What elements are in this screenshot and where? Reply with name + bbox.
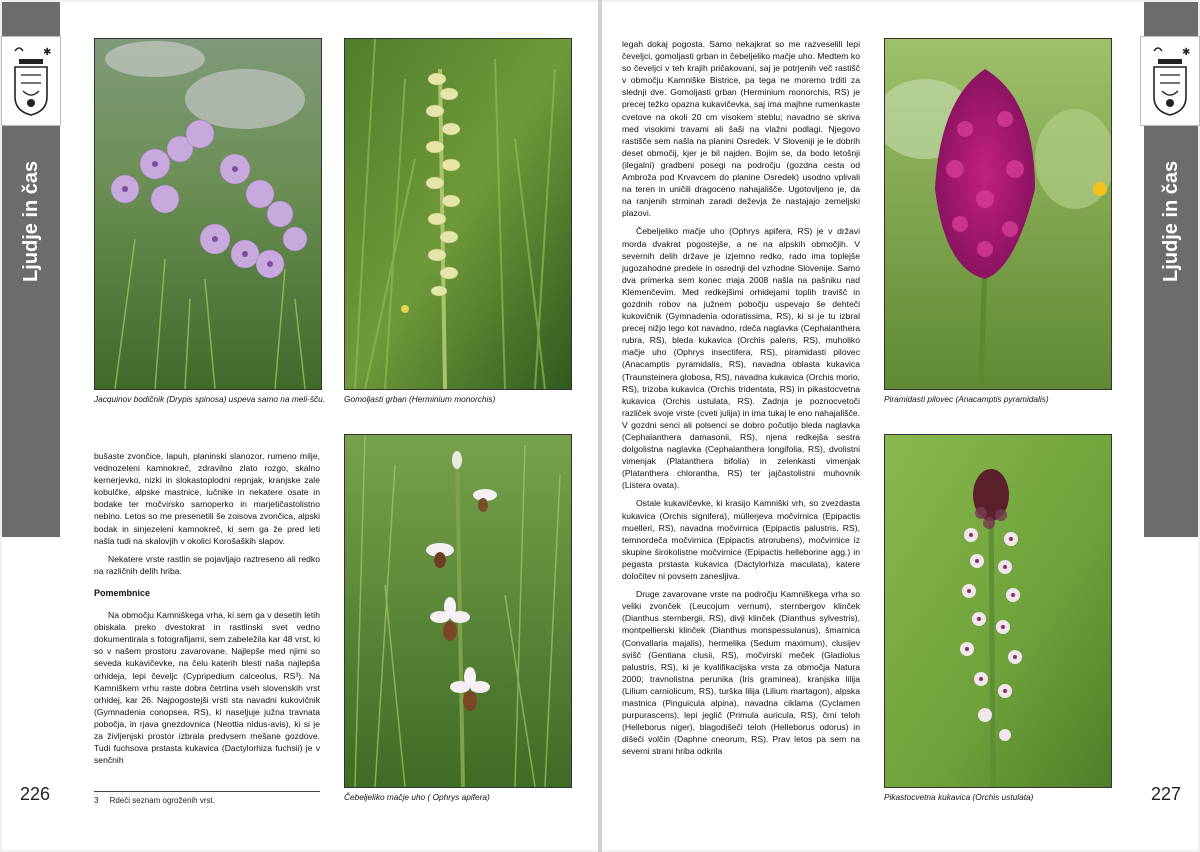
caption-anacamptis: Piramidasti pilovec (Anacamptis pyramidalis) — [884, 394, 1049, 404]
left-paragraph-1: bušaste zvončice, lapuh, planinski slanozor, rumeno milje, vednozeleni kamnokreč, zdravilno zlato rozgo, skalno kernerjevko, nizki in slokastoplodni repnjak, kranjske zale kobulčke, alpske mastnice, lučnike in nekatere osate in bodake ter močvirsko samoperko in marjetičastolistno nebino. Letos so me presenetili še zoisova zvončica, alpski bodak in sinjezeleni kamnokreč, ki sem ga že pred leti našla tudi na skalovjih v okolici Korošaških slapov. — [94, 451, 320, 546]
section-heading-pomembnice: Pomembnice — [94, 587, 151, 598]
footnote-rule — [94, 791, 320, 792]
right-paragraph-1: legah dokaj pogosta. Samo nekajkrat so me razveselili lepi čeveljci, gomoljasti grban in čebeljeliko mačje uho. Medtem ko so čeveljci v teh krajih pričakovani, saj je potrjenih več rastišč v območju Kamniške Bistrice, pa tega ne moremo trditi za slednji dve. Gomoljasti grban (Herminium monorchis, RS) je precej težko opazna kukavičevka, saj ima majhne rumenkaste cvetove na okoli 20 cm visokem steblu; navadno se skriva med visokimi travami ali šaši na vlažni podlagi. Njegovo rastišče sem našla na planini Osredek. V Sloveniji je le dobrih deset območij, kjer je bil najden. Bojim se, da bodo letošnji (ilegalni) gradbeni posegi na področju (gozdna cesta od Ambroža pod Krvavcem do planine Osredek) usodno vplivali na teren in uničili dragoceno nahajališče. Ugotovljeno je, da na ranjenih strminah zaradi deževja že nastajajo zemeljski plazovi. — [622, 39, 860, 219]
right-page-number: 227 — [1151, 784, 1182, 804]
caption-herminium: Gomoljasti grban (Herminium monorchis) — [344, 394, 496, 404]
svg-text:✱: ✱ — [43, 47, 52, 58]
svg-text:✱: ✱ — [1182, 47, 1191, 58]
footnote — [94, 796, 320, 805]
right-text-column — [622, 38, 860, 763]
right-paragraph-4: Druge zavarovane vrste na področju Kamniškega vrha so veliki zvonček (Leucojum vernum), sternbergov klinček (Dianthus sternbergii, RS), divji klinček (Dianthus sylvestris), montpellierski klinček (Dianthus monspessulanus), šmarnica (Convallaria majalis), hermelika (Sedum maximum), clusijev svišč (Gentiana clusii, RS), močvirski meček (Gladiolus palustris, RS), ki je kvalifikacijska vrsta za območja Natura 2000; travnolistna perunika (Iris graminea), kranjska lilija (Lilium carniolicum, RS), turška lilija (Lilium martagon), alpska mastnica (Pinguicula alpina), navadna ciklama (Cyclamen purpurascens), lepi jeglič (Primula auricula, RS), črni teloh (Helleborus niger), blagodišeči teloh (Helleborus odorus) in dišeči volčin (Daphne cneorum, RS). Prav letos pa sem na severni strani hriba odkrila — [622, 589, 860, 757]
footnote-number: 3 — [94, 796, 99, 805]
photo-herminium-monorchis — [344, 38, 572, 390]
footnote-text: Rdeči seznam ogroženih vrst. — [109, 796, 215, 805]
right-section-label: Ljudje in čas — [1160, 160, 1182, 282]
photo-anacamptis-pyramidalis — [884, 38, 1112, 390]
left-coat-of-arms-logo — [1, 36, 61, 126]
photo-drypis-spinosa — [94, 38, 322, 390]
left-paragraph-3: Na območju Kamniškega vrha, ki sem ga v desetih letih obiskala preko dvestokrat in rastlinski svet vedno dokumentirala s fotografijami, sem zabeležila kar 48 vrst, ki so v našem prostoru zavarovane. Najlepše med njimi so seveda kukavičevke, na čelu katerih blesti naša najlepša orhideja, lepi čeveljc (Cypripedium calceolus, RS³). Na Kamniškem vrhu raste dobra četrtina vseh slovenskih vrst orhidej, kar 26. Najpogostejši vrsti sta navadni kukovičnik (Gymnadenia conopsea, RS), ki naseljuje južna travnata pobočja, in rjava gnezdovnica (Neottia nidus-avis), ki si je za življenjski prostor izbrala predvsem mešane gozdove. Tudi fuchsova prstasta kukavica (Dactylorhiza fuchsii) je v senčnih — [94, 610, 320, 766]
right-paragraph-2: Čebeljeliko mačje uho (Ophrys apifera, RS) je v državi morda dvakrat pogostejše, a ne na alpskih območjih. V severnih delih države je izjemno redko, rado ima toplejše jugozahodne predele in osrednji del vzhodne Slovenije. Samo dva primerka sem konec maja 2008 našla na pašniku nad Klemenčevim. Med redkejšimi orhidejami toplih travišč in gozdnih robov na južnem pobočju uspevajo še dehteči kukovičnik (Gymnadenia odoratissima, RS), ki si je tu izbral precej nižjo lego kot navadno, rdeča naglavka (Cephalanthera rubra, RS), bleda kukavica (Orchis palens, RS), muholiko mačje uho (Ophrys insectifera, RS), piramidasti pilovec (Anacamptis pyramidalis, RS), navadna oblasta kukavica (Traunsteinera globosa, RS), navadna kukavica (Orchis morio, RS), trizoba kukavica (Orchis tridentata, RS) in pikastocvetna kukavica (Orchis ustulata, RS). Zadnja je poznocvetoči različek svoje vrste (cveti julija) in ima tukaj le eno nahajališče. V gozdni senci ali polsenci se dobro počutijo bleda naglavka (Cephalanthera damasonii, RS), njena redkejša sestra dolgolistna naglavka (Cephalanthera longifolia, RS), dvolistni vimenjak (Platanthera bifolia) in zelenkasti vimenjak (Platanthera chlorantha, RS) ter jajčastolistni muhovnik (Listera ovata). — [622, 226, 860, 491]
left-paragraph-2: Nekatere vrste rastlin se pojavljajo raztreseno ali redko na različnih delih hriba. — [94, 553, 320, 576]
photo-ophrys-apifera — [344, 434, 572, 788]
caption-drypis: Jacquinov bodičnik (Drypis spinosa) uspeva samo na meli-šču. — [94, 394, 326, 404]
caption-orchis: Pikastocvetna kukavica (Orchis ustulata) — [884, 792, 1034, 802]
left-text-column — [94, 450, 320, 772]
caption-ophrys: Čebeljeliko mačje uho ( Ophrys apifera) — [344, 792, 490, 802]
left-page-number: 226 — [20, 784, 51, 804]
right-paragraph-3: Ostale kukavičevke, ki krasijo Kamniški vrh, so zvezdasta kukavica (Orchis signifera), müllerjeva močvirnica (Epipactis muelleri, RS), navadna močvirnica (Epipactis palustris, RS), temnordeča močvirnica (Epipactis atrorubens), močvirnice iz skupine širokolistne močvirnice (Epipactis helleborine agg.) in pegasta prstasta kukavica (Dactylorhiza maculata), katere določitev ni povsem zanesljiva. — [622, 498, 860, 582]
right-coat-of-arms-logo — [1140, 36, 1200, 126]
left-section-label: Ljudje in čas — [20, 160, 42, 282]
photo-orchis-ustulata — [884, 434, 1112, 788]
